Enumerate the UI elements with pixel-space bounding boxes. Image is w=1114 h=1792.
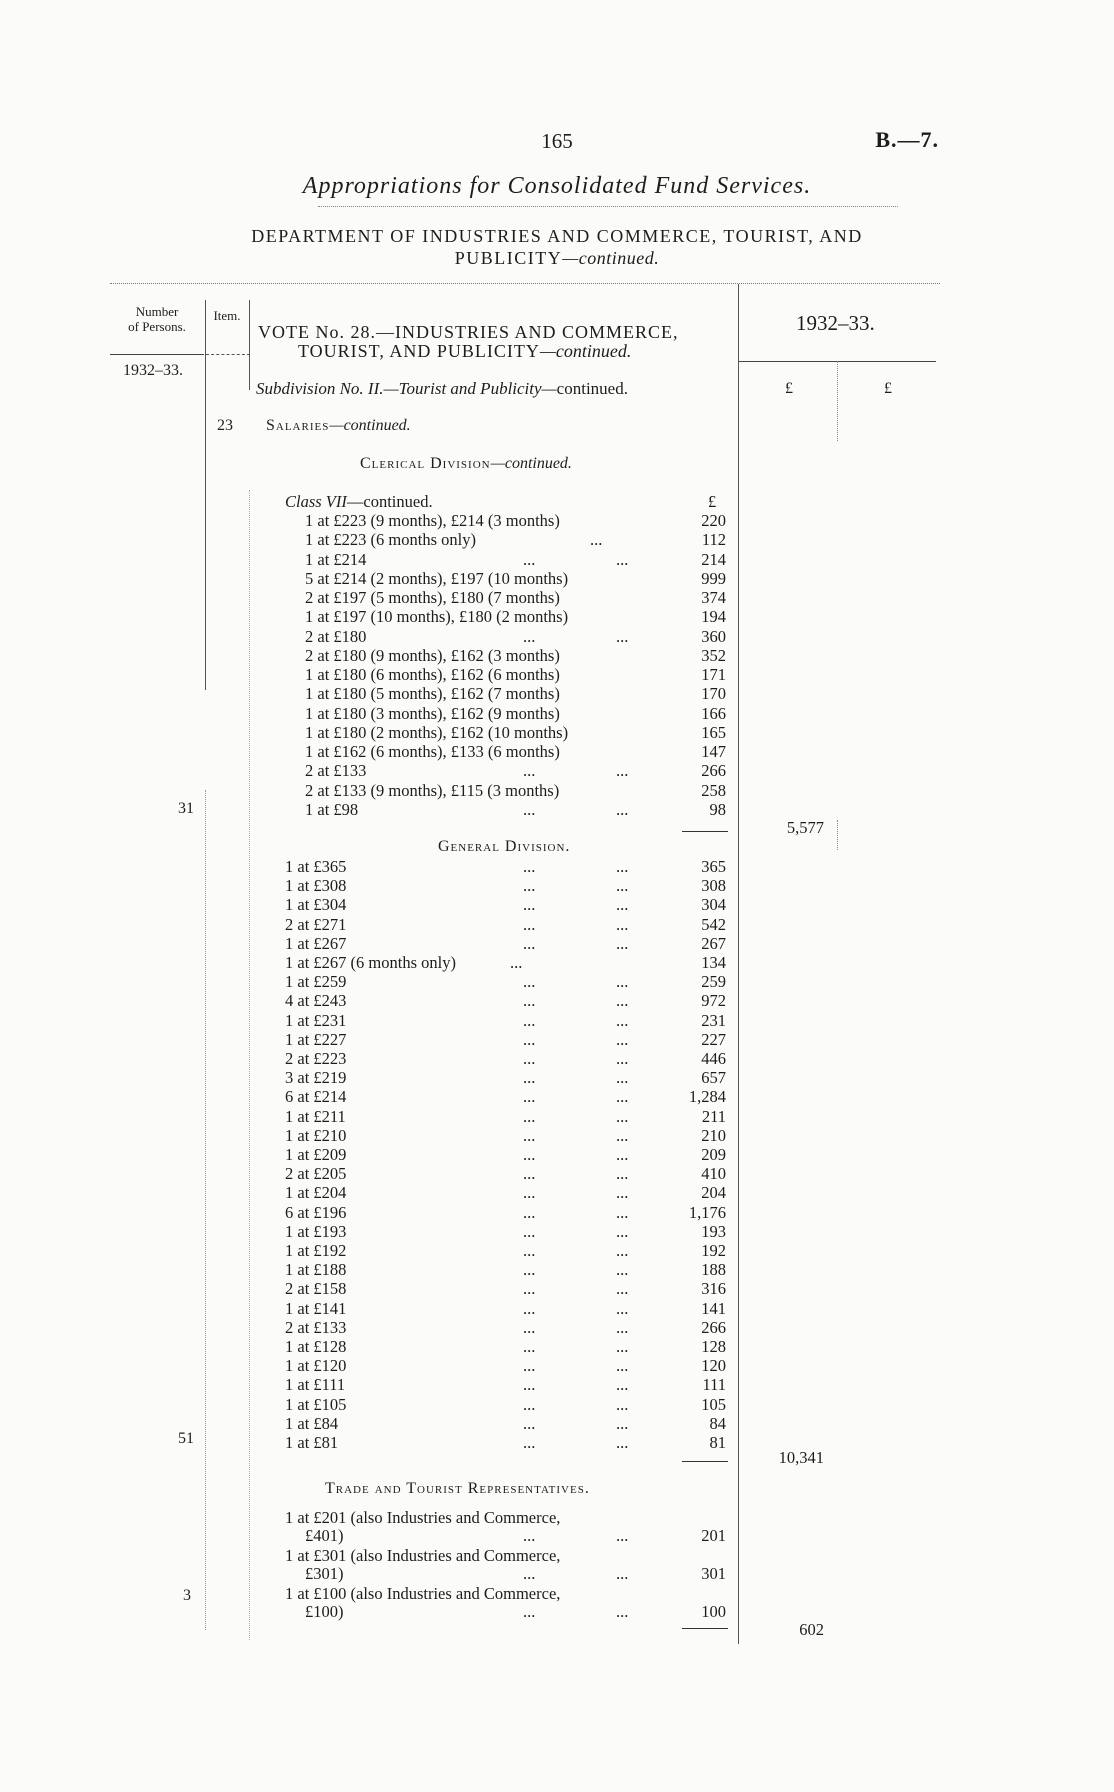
leader-dots: ... <box>616 1394 629 1414</box>
item-number: 23 <box>217 417 233 434</box>
persons-header-rule <box>110 354 204 355</box>
leader-dots: ... <box>523 1049 536 1068</box>
row-description: 2 at £180 <box>305 626 367 646</box>
leader-dots: ... <box>523 1068 536 1088</box>
leader-dots: ... <box>523 1164 536 1184</box>
row-description: 1 at £197 (10 months), £180 (2 months) <box>305 607 569 627</box>
row-amount: 192 <box>701 1241 726 1260</box>
row-description: 1 at £162 (6 months), £133 (6 months) <box>305 742 560 761</box>
row-description: 1 at £180 (6 months), £162 (6 months) <box>305 665 560 684</box>
row-description: 3 at £219 <box>285 1068 347 1088</box>
general-row <box>0 1433 1114 1452</box>
general-row <box>0 1107 1114 1126</box>
row-amount: 258 <box>701 780 726 800</box>
leader-dots: ... <box>523 1394 536 1414</box>
trade-row <box>0 1546 1114 1565</box>
salaries-heading: Salaries—continued. <box>266 417 411 434</box>
clerical-persons-count: 31 <box>178 800 194 817</box>
general-row <box>0 934 1114 953</box>
leader-dots: ... <box>616 1164 629 1184</box>
leader-dots: ... <box>616 549 629 569</box>
row-description: 1 at £201 (also Industries and Commerce, <box>285 1508 561 1527</box>
row-description: 1 at £301 (also Industries and Commerce, <box>285 1546 561 1565</box>
row-description: 1 at £180 (5 months), £162 (7 months) <box>305 684 560 704</box>
trade-subtotal-rule <box>682 1628 728 1629</box>
leader-dots: ... <box>523 1145 536 1164</box>
trade-total: 602 <box>799 1620 824 1639</box>
leader-dots: ... <box>616 1010 629 1030</box>
leader-dots: ... <box>616 1068 629 1088</box>
row-amount: 134 <box>701 953 726 972</box>
department-heading-line2: PUBLICITY—continued. <box>454 248 660 268</box>
row-description: 1 at £365 <box>285 857 347 876</box>
vote-title-line2: TOURIST, AND PUBLICITY—continued. <box>298 341 632 361</box>
row-description: 1 at £192 <box>285 1241 347 1260</box>
row-description: 5 at £214 (2 months), £197 (10 months) <box>305 568 569 588</box>
leader-dots: ... <box>523 799 536 819</box>
row-description: 1 at £259 <box>285 972 347 992</box>
leader-dots: ... <box>616 1029 629 1049</box>
trade-persons-count: 3 <box>183 1587 191 1604</box>
row-amount: 231 <box>701 1010 726 1030</box>
leader-dots: ... <box>523 1433 536 1452</box>
clerical-row <box>0 761 1114 780</box>
leader-dots: ... <box>523 895 536 915</box>
clerical-row <box>0 607 1114 626</box>
clerical-total: 5,577 <box>786 818 824 837</box>
row-description: 2 at £197 (5 months), £180 (7 months) <box>305 588 560 607</box>
row-description: 1 at £204 <box>285 1183 347 1203</box>
general-row <box>0 1049 1114 1068</box>
row-amount: 100 <box>701 1602 726 1621</box>
row-description: 2 at £205 <box>285 1164 347 1184</box>
general-row <box>0 1145 1114 1164</box>
clerical-row <box>0 569 1114 588</box>
clerical-division-heading: Clerical Division—continued. <box>360 455 572 472</box>
row-description: 6 at £196 <box>285 1202 347 1222</box>
leader-dots: ... <box>523 1564 536 1583</box>
general-row <box>0 1011 1114 1030</box>
leader-dots: ... <box>616 972 629 992</box>
subdivision-heading: Subdivision No. II.—Tourist and Publicity—continued. <box>256 379 628 398</box>
general-row <box>0 1375 1114 1394</box>
general-row <box>0 1164 1114 1183</box>
leader-dots: ... <box>523 1602 536 1621</box>
general-row <box>0 1222 1114 1241</box>
row-description: 1 at £141 <box>285 1298 347 1318</box>
row-amount: 360 <box>701 626 726 646</box>
row-amount: 141 <box>701 1298 726 1318</box>
row-description: 1 at £267 (6 months only) <box>285 953 456 972</box>
row-amount: 211 <box>701 1106 726 1126</box>
leader-dots: ... <box>616 1375 629 1395</box>
clerical-row <box>0 684 1114 703</box>
general-row <box>0 1260 1114 1279</box>
row-amount: 352 <box>701 645 726 665</box>
leader-dots: ... <box>523 1260 536 1280</box>
row-description-continued: £301) <box>305 1564 344 1583</box>
row-description: 1 at £128 <box>285 1337 347 1356</box>
leader-dots: ... <box>616 991 629 1011</box>
item-column-right-border <box>249 300 250 390</box>
row-description: 1 at £111 <box>285 1375 346 1395</box>
general-row <box>0 1395 1114 1414</box>
row-amount: 81 <box>709 1433 726 1452</box>
leader-dots: ... <box>523 1202 536 1222</box>
clerical-row <box>0 704 1114 723</box>
leader-dots: ... <box>523 1526 536 1545</box>
clerical-row <box>0 627 1114 646</box>
row-amount: 266 <box>701 1317 726 1337</box>
clerical-subtotal-rule <box>682 831 728 832</box>
leader-dots: ... <box>523 761 536 781</box>
row-description: 4 at £243 <box>285 991 347 1011</box>
general-total: 10,341 <box>778 1448 824 1467</box>
leader-dots: ... <box>616 1337 629 1356</box>
leader-dots: ... <box>616 1279 629 1299</box>
row-amount: 542 <box>701 914 726 934</box>
general-row <box>0 1318 1114 1337</box>
row-amount: 147 <box>701 742 726 761</box>
row-description: 2 at £133 <box>285 1317 347 1337</box>
department-continued: —continued. <box>562 248 660 268</box>
leader-dots: ... <box>616 1241 629 1260</box>
leader-dots: ... <box>523 549 536 569</box>
item-header: Item. <box>213 308 241 323</box>
general-row <box>0 915 1114 934</box>
row-description: 1 at £210 <box>285 1125 347 1145</box>
number-of-persons-header: Number of Persons. <box>128 304 186 334</box>
row-description: 1 at £180 (2 months), £162 (10 months) <box>305 722 569 742</box>
row-description: 2 at £180 (9 months), £162 (3 months) <box>305 645 560 665</box>
leader-dots: ... <box>616 1602 629 1621</box>
general-division-heading: General Division. <box>438 838 571 855</box>
row-amount: 1,176 <box>688 1202 726 1222</box>
clerical-row <box>0 511 1114 530</box>
row-amount: 209 <box>701 1145 726 1164</box>
leader-dots: ... <box>616 761 629 781</box>
trade-representatives-heading: Trade and Tourist Representatives. <box>325 1480 590 1497</box>
clerical-row <box>0 588 1114 607</box>
trade-row-continuation <box>0 1526 1114 1545</box>
leader-dots: ... <box>616 1526 629 1545</box>
row-amount: 374 <box>701 588 726 607</box>
leader-dots: ... <box>523 876 536 896</box>
clerical-row <box>0 781 1114 800</box>
clerical-row <box>0 742 1114 761</box>
general-row <box>0 876 1114 895</box>
row-description: 1 at £105 <box>285 1394 347 1414</box>
general-row <box>0 1183 1114 1202</box>
leader-dots: ... <box>616 1125 629 1145</box>
row-amount: 972 <box>701 991 726 1011</box>
row-amount: 259 <box>701 972 726 992</box>
clerical-row <box>0 665 1114 684</box>
row-amount: 210 <box>701 1125 726 1145</box>
row-description: 1 at £214 <box>305 549 367 569</box>
row-amount: 171 <box>701 665 726 684</box>
row-amount: 188 <box>701 1260 726 1280</box>
general-row <box>0 1279 1114 1298</box>
row-amount: 220 <box>701 511 726 530</box>
general-row <box>0 1068 1114 1087</box>
table-top-rule <box>110 283 940 284</box>
general-row <box>0 1356 1114 1375</box>
row-amount: 657 <box>701 1068 726 1088</box>
general-row <box>0 1241 1114 1260</box>
leader-dots: ... <box>616 1317 629 1337</box>
row-amount: 365 <box>701 857 726 876</box>
leader-dots: ... <box>523 626 536 646</box>
persons-year-header: 1932–33. <box>123 362 183 379</box>
row-amount: 316 <box>701 1279 726 1299</box>
leader-dots: ... <box>523 1279 536 1299</box>
row-description: 2 at £223 <box>285 1049 347 1068</box>
row-description-continued: £401) <box>305 1526 344 1545</box>
leader-dots: ... <box>616 1087 629 1107</box>
row-amount: 227 <box>701 1029 726 1049</box>
leader-dots: ... <box>616 626 629 646</box>
row-description: 1 at £98 <box>305 799 359 819</box>
title-rule <box>318 206 898 207</box>
general-row <box>0 1087 1114 1106</box>
general-row <box>0 1030 1114 1049</box>
leader-dots: ... <box>523 1337 536 1356</box>
row-description: 1 at £84 <box>285 1413 339 1433</box>
row-description: 2 at £158 <box>285 1279 347 1299</box>
row-amount: 266 <box>701 761 726 781</box>
row-description: 1 at £180 (3 months), £162 (9 months) <box>305 703 560 723</box>
general-row <box>0 991 1114 1010</box>
leader-dots: ... <box>616 1298 629 1318</box>
clerical-row <box>0 530 1114 549</box>
leader-dots: ... <box>616 1183 629 1203</box>
leader-dots: ... <box>523 1413 536 1433</box>
leader-dots: ... <box>616 1356 629 1376</box>
trade-row-continuation <box>0 1564 1114 1583</box>
leader-dots: ... <box>616 1260 629 1280</box>
row-amount: 214 <box>701 549 726 569</box>
leader-dots: ... <box>523 1221 536 1241</box>
leader-dots: ... <box>523 1125 536 1145</box>
general-row <box>0 972 1114 991</box>
row-amount: 308 <box>701 876 726 896</box>
class-label: Class VII—continued. <box>285 492 433 511</box>
trade-row <box>0 1508 1114 1527</box>
document-reference: B.—7. <box>875 127 939 152</box>
row-amount: 267 <box>701 933 726 953</box>
leader-dots: ... <box>616 933 629 953</box>
leader-dots: ... <box>510 953 523 972</box>
row-description: 1 at £193 <box>285 1221 347 1241</box>
leader-dots: ... <box>523 933 536 953</box>
leader-dots: ... <box>616 1564 629 1583</box>
leader-dots: ... <box>616 799 629 819</box>
row-description: 2 at £271 <box>285 914 347 934</box>
leader-dots: ... <box>523 857 536 876</box>
row-amount: 194 <box>701 607 726 627</box>
row-amount: 410 <box>701 1164 726 1184</box>
row-amount: 304 <box>701 895 726 915</box>
leader-dots: ... <box>616 876 629 896</box>
year-split-border-lower <box>837 820 838 850</box>
clerical-row <box>0 646 1114 665</box>
row-amount: 98 <box>709 799 726 819</box>
row-description: 1 at £223 (6 months only) <box>305 530 476 550</box>
item-header-rule <box>206 354 250 355</box>
leader-dots: ... <box>523 1375 536 1395</box>
leader-dots: ... <box>523 972 536 992</box>
row-amount: 204 <box>701 1183 726 1203</box>
leader-dots: ... <box>523 1106 536 1126</box>
leader-dots: ... <box>523 1298 536 1318</box>
leader-dots: ... <box>616 857 629 876</box>
general-row <box>0 1126 1114 1145</box>
row-amount: 112 <box>701 530 726 550</box>
currency-col1-header: £ <box>785 380 793 397</box>
row-description: 1 at £211 <box>285 1106 346 1126</box>
general-subtotal-rule <box>682 1461 728 1462</box>
year-column-header: 1932–33. <box>796 311 875 335</box>
row-description: 6 at £214 <box>285 1087 347 1107</box>
leader-dots: ... <box>616 1433 629 1452</box>
leader-dots: ... <box>616 1049 629 1068</box>
row-description: 1 at £223 (9 months), £214 (3 months) <box>305 511 560 530</box>
leader-dots: ... <box>616 914 629 934</box>
row-amount: 193 <box>701 1221 726 1241</box>
clerical-currency-header: £ <box>708 492 717 511</box>
row-description: 1 at £209 <box>285 1145 347 1164</box>
leader-dots: ... <box>523 1183 536 1203</box>
row-amount: 1,284 <box>688 1087 726 1107</box>
general-row <box>0 895 1114 914</box>
trade-row <box>0 1584 1114 1603</box>
leader-dots: ... <box>523 991 536 1011</box>
general-row <box>0 1203 1114 1222</box>
row-amount: 446 <box>701 1049 726 1068</box>
leader-dots: ... <box>523 1241 536 1260</box>
row-description: 1 at £120 <box>285 1356 347 1376</box>
leader-dots: ... <box>523 1029 536 1049</box>
clerical-row <box>0 550 1114 569</box>
page-number: 165 <box>541 129 573 153</box>
row-amount: 120 <box>701 1356 726 1376</box>
leader-dots: ... <box>590 530 603 550</box>
row-description: 1 at £100 (also Industries and Commerce, <box>285 1584 561 1603</box>
row-description-continued: £100) <box>305 1602 344 1621</box>
row-description: 1 at £188 <box>285 1260 347 1280</box>
general-row <box>0 953 1114 972</box>
department-heading-line1: DEPARTMENT OF INDUSTRIES AND COMMERCE, TOURIST, AND <box>251 226 863 246</box>
row-amount: 128 <box>701 1337 726 1356</box>
currency-col2-header: £ <box>884 380 892 397</box>
row-amount: 105 <box>701 1394 726 1414</box>
row-amount: 111 <box>702 1375 726 1395</box>
row-amount: 301 <box>701 1564 726 1583</box>
leader-dots: ... <box>616 1413 629 1433</box>
row-description: 1 at £81 <box>285 1433 339 1452</box>
leader-dots: ... <box>616 1106 629 1126</box>
clerical-row <box>0 723 1114 742</box>
row-description: 1 at £267 <box>285 933 347 953</box>
row-description: 1 at £227 <box>285 1029 347 1049</box>
year-split-border <box>837 361 838 441</box>
row-description: 1 at £308 <box>285 876 347 896</box>
row-amount: 170 <box>701 684 726 704</box>
leader-dots: ... <box>616 1145 629 1164</box>
row-description: 1 at £231 <box>285 1010 347 1030</box>
row-amount: 201 <box>701 1526 726 1545</box>
vote-title-line1: VOTE No. 28.—INDUSTRIES AND COMMERCE, <box>258 322 679 342</box>
row-description: 2 at £133 (9 months), £115 (3 months) <box>305 780 560 800</box>
leader-dots: ... <box>523 914 536 934</box>
row-amount: 165 <box>701 722 726 742</box>
general-persons-count: 51 <box>178 1430 194 1447</box>
row-amount: 166 <box>701 703 726 723</box>
general-row <box>0 1337 1114 1356</box>
leader-dots: ... <box>523 1317 536 1337</box>
general-row <box>0 857 1114 876</box>
clerical-row <box>0 800 1114 819</box>
trade-row-continuation <box>0 1602 1114 1621</box>
leader-dots: ... <box>616 895 629 915</box>
leader-dots: ... <box>616 1221 629 1241</box>
row-description: 2 at £133 <box>305 761 367 781</box>
general-row <box>0 1299 1114 1318</box>
page-title: Appropriations for Consolidated Fund Services. <box>302 173 812 199</box>
leader-dots: ... <box>523 1087 536 1107</box>
row-amount: 84 <box>709 1413 726 1433</box>
leader-dots: ... <box>523 1010 536 1030</box>
leader-dots: ... <box>523 1356 536 1376</box>
general-row <box>0 1414 1114 1433</box>
row-amount: 999 <box>701 568 726 588</box>
leader-dots: ... <box>616 1202 629 1222</box>
row-description: 1 at £304 <box>285 895 347 915</box>
